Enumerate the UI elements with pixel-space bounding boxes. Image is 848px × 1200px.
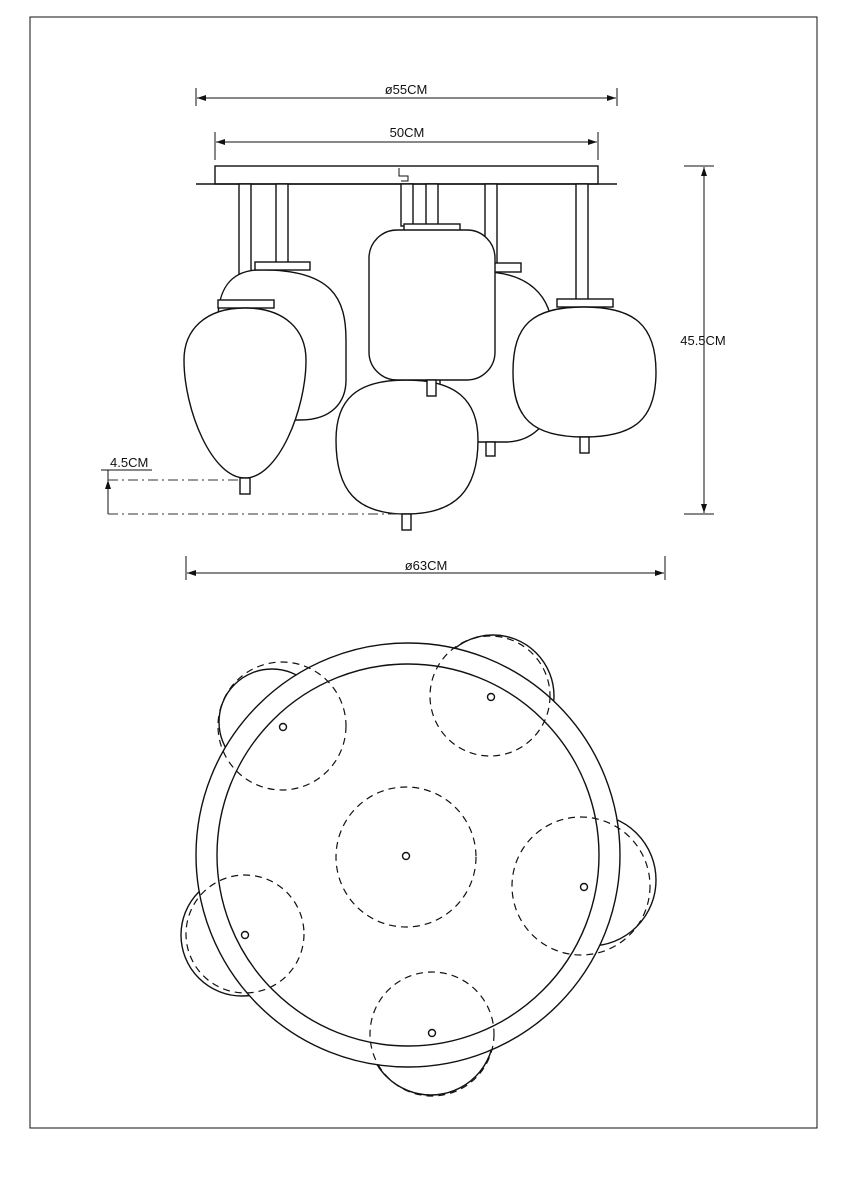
dimension-width-50 [215,125,598,160]
rod-point-lower-left [242,932,249,939]
dimension-height-45-5 [680,166,726,514]
shade-front-left [184,300,306,494]
label-offset-4-5: 4.5CM [110,455,149,470]
label-width-50: 50CM [389,125,425,140]
side-view [101,82,726,580]
shade-bottom-center [336,380,478,530]
label-diameter-63: ø63CM [404,558,448,573]
dimension-diameter-55 [196,82,617,106]
rod-point-bottom [429,1030,436,1037]
rod-point-upper-left [280,724,287,731]
label-height-45-5: 45.5CM [680,333,726,348]
top-view [181,635,656,1096]
label-diameter-55: ø55CM [384,82,428,97]
dimension-diameter-63 [186,556,665,580]
plate-mark-icon [399,168,408,181]
rod-point-upper-right [488,694,495,701]
rod-point-center [403,853,410,860]
shade-top-center [369,224,495,396]
rod-point-right [581,884,588,891]
